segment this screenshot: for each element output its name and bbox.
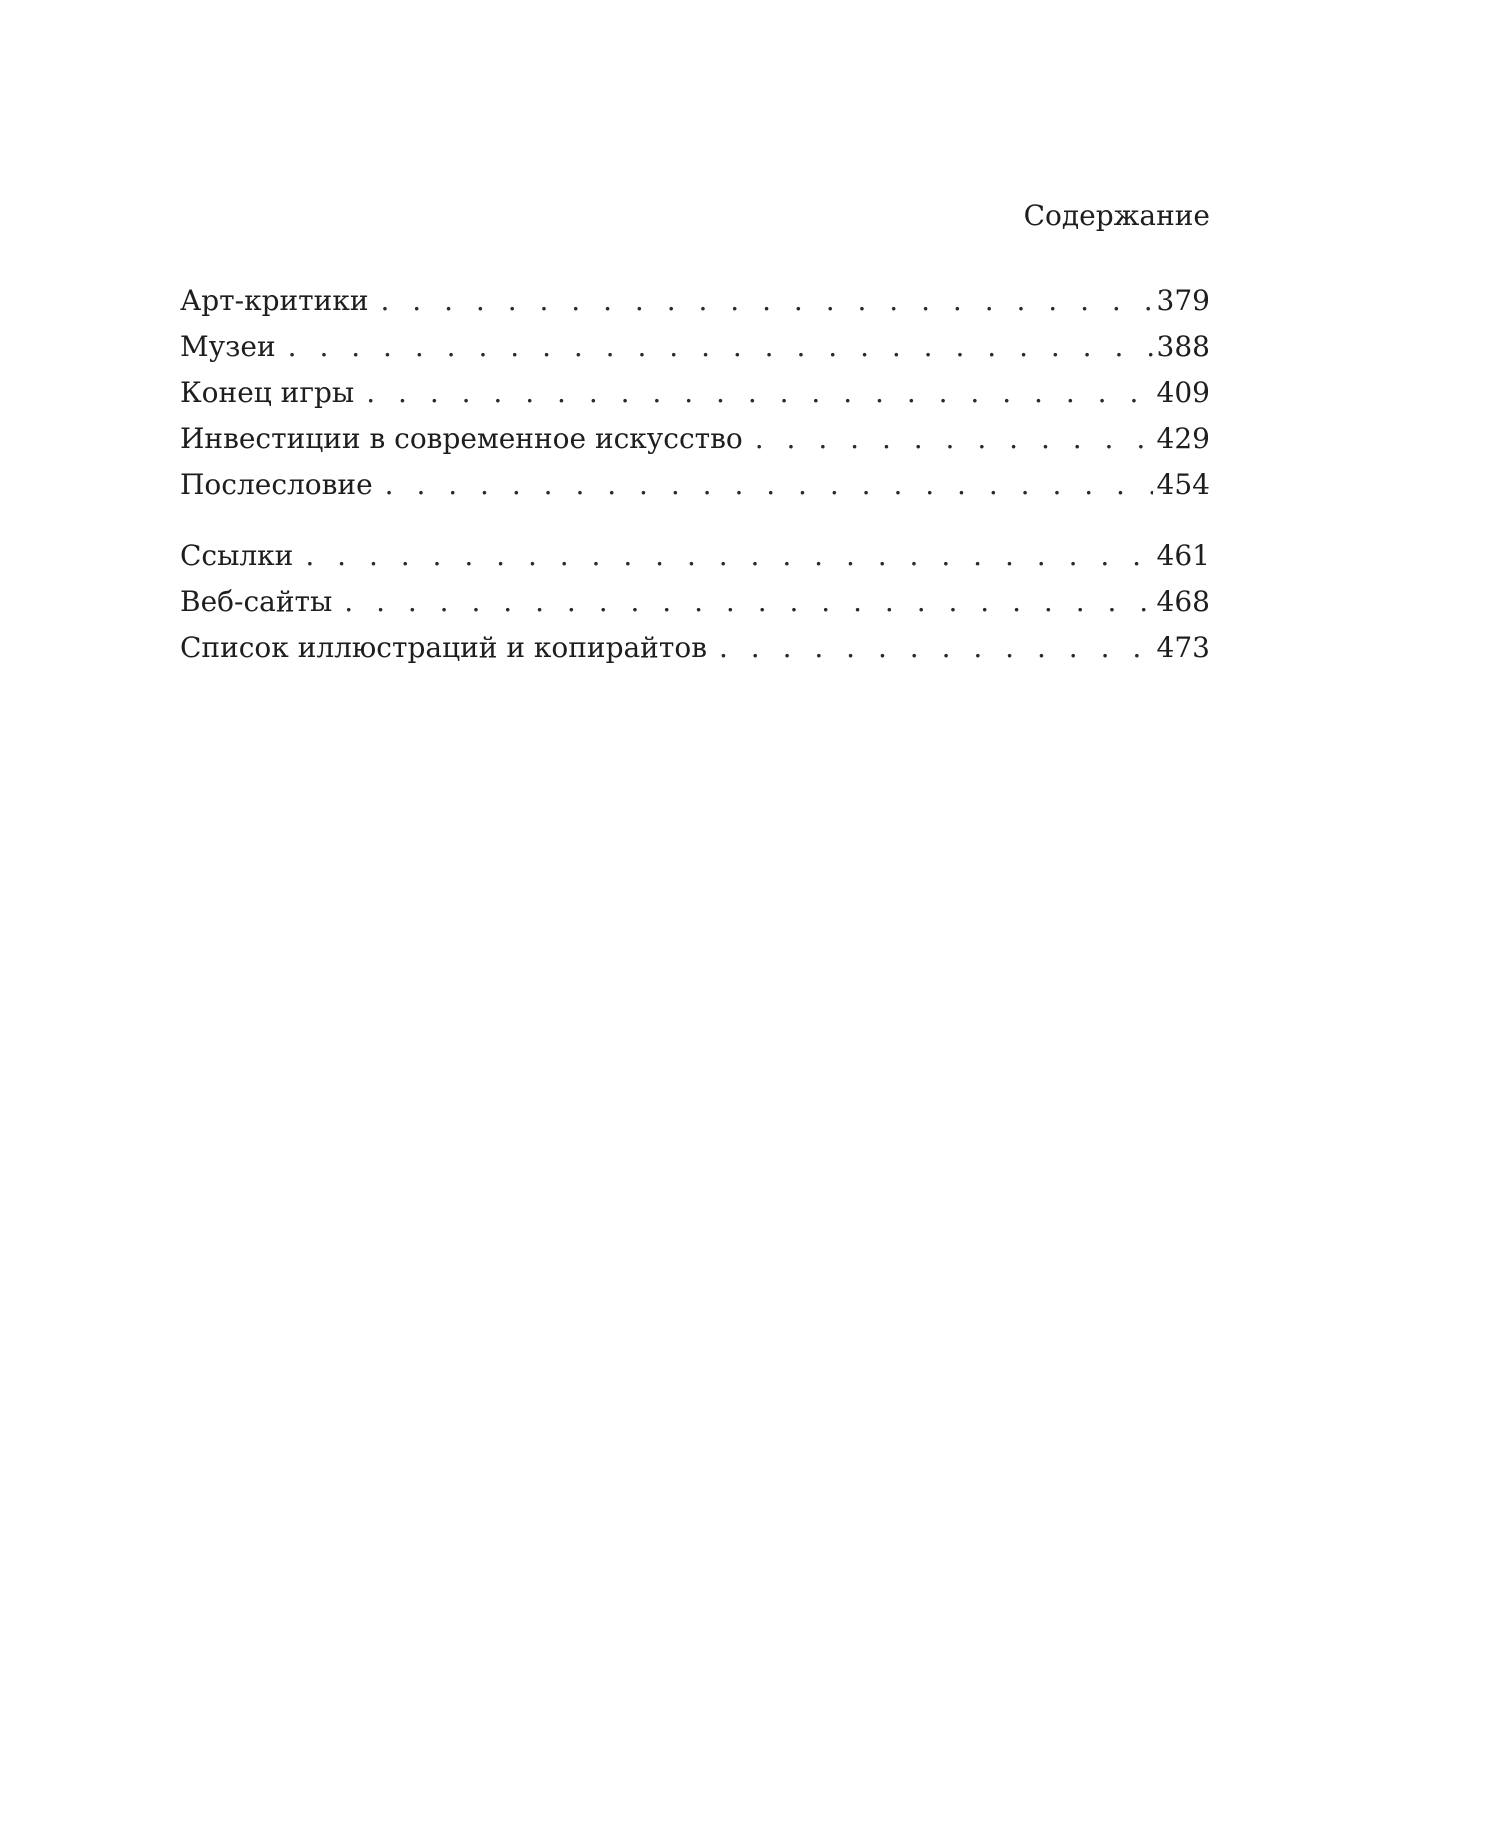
toc-entry [180, 533, 1210, 579]
toc-entry-page: 468 [1156, 585, 1210, 618]
toc-entry-title: Музеи [180, 330, 276, 363]
toc-entry-title: Арт-критики [180, 284, 369, 317]
toc-dot-leader [755, 416, 1153, 462]
running-head: Содержание [1023, 199, 1210, 232]
toc-entry-title: Ссылки [180, 539, 294, 572]
toc-entry [180, 278, 1210, 324]
toc-entry-title: Конец игры [180, 376, 355, 409]
toc-entry-page: 461 [1156, 539, 1210, 572]
toc-dot-leader [719, 625, 1153, 671]
toc-entry [180, 462, 1210, 508]
toc-entry-title: Веб-сайты [180, 585, 333, 618]
toc-entry [180, 625, 1210, 671]
toc-entry [180, 416, 1210, 462]
toc-dot-leader [380, 278, 1152, 324]
toc-dot-leader [366, 370, 1152, 416]
toc-group-back [180, 533, 1210, 671]
toc-entry-page: 473 [1156, 631, 1210, 664]
table-of-contents [180, 278, 1210, 671]
toc-entry [180, 579, 1210, 625]
toc-entry-title: Инвестиции в современное искусство [180, 422, 743, 455]
toc-entry [180, 324, 1210, 370]
toc-entry-page: 409 [1156, 376, 1210, 409]
toc-group-main [180, 278, 1210, 508]
toc-entry-page: 388 [1156, 330, 1210, 363]
toc-entry [180, 370, 1210, 416]
toc-entry-page: 429 [1156, 422, 1210, 455]
toc-entry-page: 379 [1156, 284, 1210, 317]
toc-dot-leader [288, 324, 1153, 370]
toc-entry-title: Список иллюстраций и копирайтов [180, 631, 707, 664]
toc-dot-leader [385, 462, 1153, 508]
toc-entry-title: Послесловие [180, 468, 373, 501]
toc-entry-page: 454 [1156, 468, 1210, 501]
toc-dot-leader [305, 533, 1152, 579]
toc-dot-leader [344, 579, 1152, 625]
